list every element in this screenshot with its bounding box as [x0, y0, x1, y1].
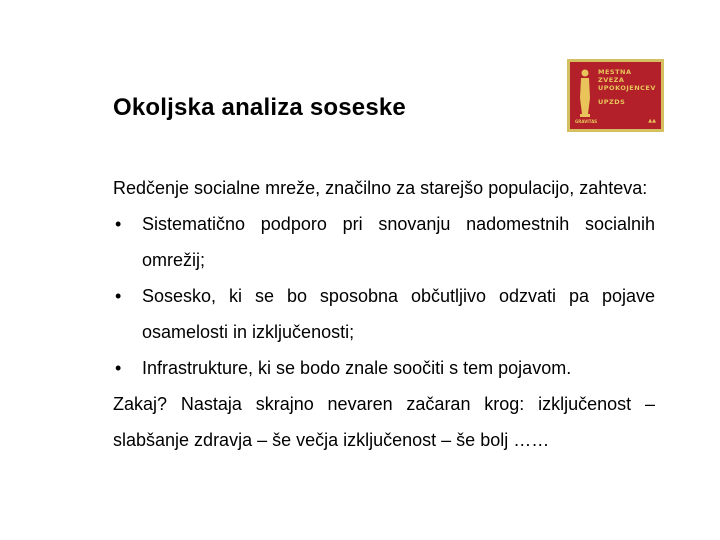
- conclusion-paragraph: Zakaj? Nastaja skrajno nevaren začaran krog: izključenost – slabšanje zdravja – še večja izključenost – še bolj ……: [113, 394, 655, 450]
- bullet-item: [113, 206, 655, 278]
- bullet-text: Infrastrukture, ki se bodo znale soočiti s tem pojavom.: [142, 358, 572, 378]
- logo-line: UPZDS: [598, 98, 626, 106]
- slide-body: [113, 170, 655, 458]
- bullet-icon: •: [115, 358, 122, 378]
- logo-mark-icon: ▲▲: [648, 118, 656, 124]
- logo-small-text: GRAVITAS: [575, 119, 598, 124]
- logo-line: MESTNA: [598, 68, 632, 76]
- bullet-icon: •: [115, 286, 122, 306]
- logo-panel: [570, 62, 661, 129]
- bullet-item: [113, 278, 655, 350]
- logo-line: UPOKOJENCEV: [598, 84, 656, 92]
- bullet-icon: •: [115, 214, 122, 234]
- slide-title: Okoljska analiza soseske: [113, 94, 406, 121]
- logo-text: [598, 68, 656, 106]
- bullet-item: [113, 350, 655, 386]
- statue-icon: [578, 68, 592, 118]
- bullet-text: Sosesko, ki se bo sposobna občutljivo odzvati pa pojave osamelosti in izključenosti;: [142, 286, 655, 342]
- association-logo: [567, 59, 664, 132]
- intro-paragraph: Redčenje socialne mreže, značilno za starejšo populacijo, zahteva:: [113, 178, 648, 198]
- logo-line: ZVEZA: [598, 76, 625, 84]
- bullet-text: Sistematično podporo pri snovanju nadomestnih socialnih omrežij;: [142, 214, 655, 270]
